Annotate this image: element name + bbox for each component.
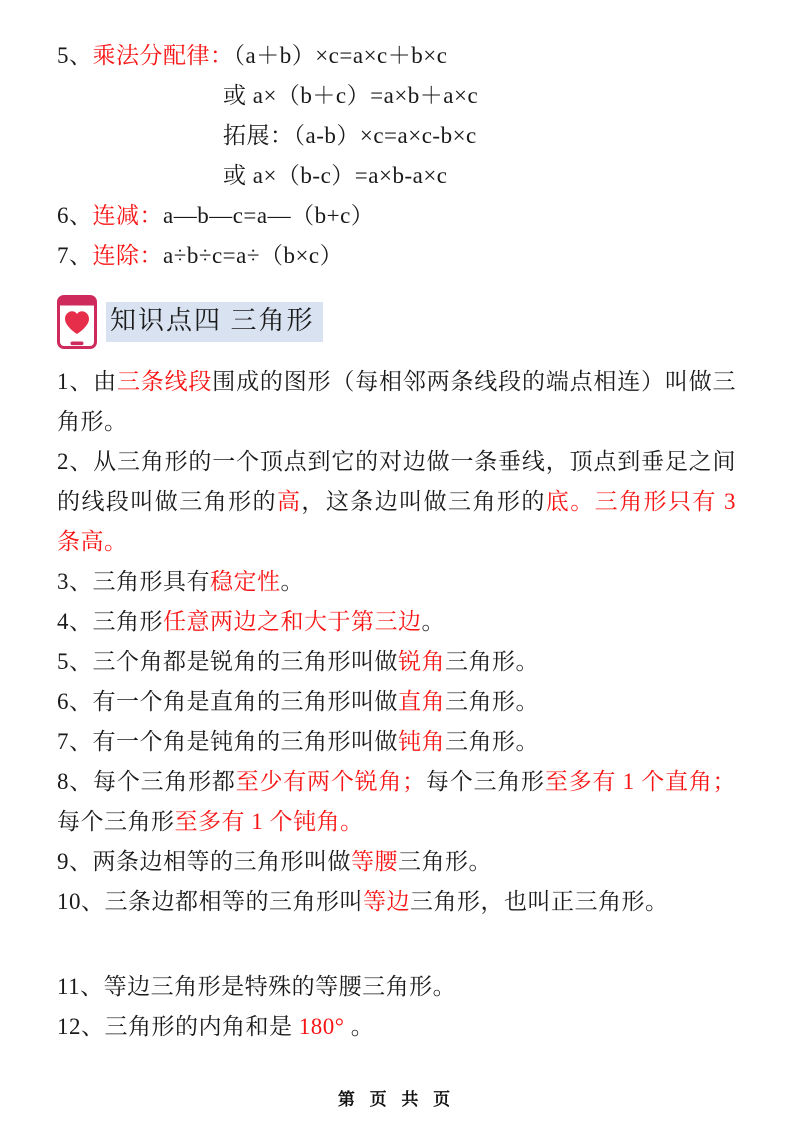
- text-run: 拓展：（a-b）×c=a×c-b×c: [223, 123, 477, 148]
- text-run: 等腰: [351, 849, 398, 874]
- text-run: 等边: [363, 889, 410, 914]
- section-heading: [57, 294, 736, 350]
- list-item: [57, 1007, 736, 1047]
- text-run: 乘法分配律：: [92, 43, 234, 68]
- list-item: [57, 722, 736, 762]
- text-run: 5、三个角都是锐角的三角形叫做: [57, 649, 398, 674]
- text-run: 每个三角形: [57, 809, 175, 834]
- text-run: a—b—c=a—（b+c）: [163, 203, 375, 228]
- text-run: 8、每个三角形都: [57, 769, 236, 794]
- text-run: 锐角: [398, 649, 445, 674]
- heart-phone-icon: [57, 295, 97, 349]
- text-run: 直角: [398, 689, 445, 714]
- formula-line: [57, 116, 736, 156]
- text-run: 2、从三角形的一个顶点到它的对边做一条垂线，顶点到垂足之间的线段叫做三角形的: [57, 449, 736, 514]
- text-run: 6、: [57, 203, 93, 228]
- text-run: 至少有两个锐角；: [235, 769, 426, 794]
- list-item: [57, 882, 736, 922]
- text-run: 。: [421, 609, 445, 634]
- text-run: 4、三角形: [57, 609, 163, 634]
- text-run: 至多有 1 个直角；: [544, 769, 737, 794]
- text-run: （a＋b）×c=a×c＋b×c: [233, 43, 448, 68]
- text-run: 三角形，也叫正三角形。: [410, 889, 669, 914]
- text-run: 10、三条边都相等的三角形叫: [57, 889, 363, 914]
- text-run: 5、: [57, 43, 93, 68]
- list-item: [57, 362, 736, 442]
- list-item: [57, 442, 736, 562]
- list-item: [57, 842, 736, 882]
- list-item: [57, 642, 736, 682]
- list-item: [57, 682, 736, 722]
- text-run: 9、两条边相等的三角形叫做: [57, 849, 351, 874]
- text-run: 每个三角形: [425, 769, 545, 794]
- text-run: 连减：: [92, 203, 163, 228]
- text-run: 围成的图形（每相邻两条线段的端点相连）叫做三角形。: [57, 369, 737, 434]
- list-item: [57, 562, 736, 602]
- text-run: 稳定性: [210, 569, 281, 594]
- text-run: 钝角: [398, 729, 445, 754]
- formula-line: [57, 156, 736, 196]
- text-run: 11、等边三角形是特殊的等腰三角形。: [57, 974, 457, 999]
- text-run: 180°: [298, 1014, 345, 1039]
- formula-line: [57, 196, 736, 236]
- text-run: 。: [280, 569, 304, 594]
- text-run: 6、有一个角是直角的三角形叫做: [57, 689, 398, 714]
- text-run: 。: [344, 1014, 375, 1039]
- text-run: 底。三角形只有 3 条高。: [57, 489, 736, 554]
- list-item: [57, 967, 736, 1007]
- text-run: 7、: [57, 243, 93, 268]
- page-footer: 第 页 共 页: [337, 1090, 456, 1109]
- text-run: 或 a×（b-c）=a×b-a×c: [223, 163, 448, 188]
- text-run: 3、三角形具有: [57, 569, 210, 594]
- list-item: [57, 602, 736, 642]
- text-run: 三角形。: [445, 689, 539, 714]
- text-run: 三角形。: [398, 849, 492, 874]
- text-run: a÷b÷c=a÷（b×c）: [163, 243, 344, 268]
- formula-line: [57, 76, 736, 116]
- text-run: 三条线段: [116, 369, 213, 394]
- text-run: 三角形。: [445, 729, 539, 754]
- text-run: 至多有 1 个钝角。: [174, 809, 364, 834]
- list-item: [57, 762, 736, 842]
- text-run: 连除：: [92, 243, 163, 268]
- text-run: 高: [276, 489, 302, 514]
- text-run: 1、由: [57, 369, 117, 394]
- section-heading-title: 知识点四 三角形: [106, 302, 323, 342]
- text-run: 三角形。: [445, 649, 539, 674]
- formula-line: [57, 236, 736, 276]
- formula-line: [57, 36, 736, 76]
- text-run: 任意两边之和大于第三边: [163, 609, 422, 634]
- text-run: 7、有一个角是钝角的三角形叫做: [57, 729, 398, 754]
- text-run: 12、三角形的内角和是: [57, 1014, 299, 1039]
- text-run: 或 a×（b＋c）=a×b＋a×c: [223, 83, 479, 108]
- text-run: ，这条边叫做三角形的: [301, 489, 546, 514]
